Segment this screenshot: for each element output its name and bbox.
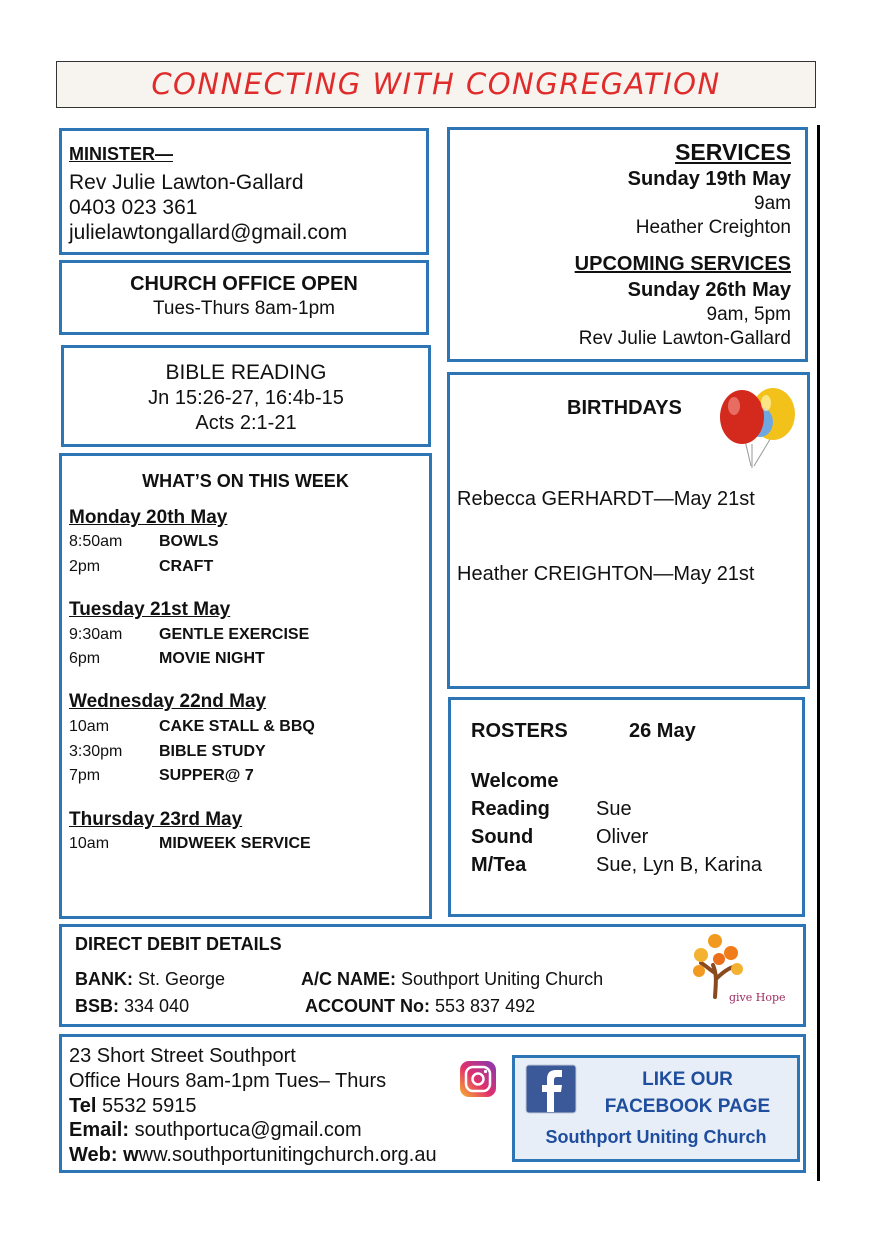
roster-person: Oliver (596, 826, 649, 848)
event-time: 7pm (69, 767, 101, 784)
event-row (69, 533, 122, 551)
contact-email-label: Email: (69, 1119, 130, 1141)
event-name: CAKE STALL & BBQ (159, 718, 315, 735)
service-leader: Heather Creighton (635, 217, 791, 238)
rosters-heading: ROSTERS (471, 720, 568, 742)
minister-email[interactable]: julielawtongallard@gmail.com (69, 221, 348, 244)
roster-role: Welcome (471, 770, 559, 792)
give-hope-tree-icon (689, 931, 749, 999)
instagram-icon[interactable] (459, 1060, 497, 1098)
services-heading: SERVICES (675, 139, 791, 165)
minister-heading: MINISTER— (69, 144, 174, 164)
debit-bank (75, 969, 225, 990)
event-time: 2pm (69, 558, 101, 575)
roster-role: M/Tea (471, 854, 527, 876)
event-time: 8:50am (69, 533, 123, 550)
birthday-item: Heather CREIGHTON—May 21st (457, 563, 755, 585)
debit-bank-value: St. George (138, 969, 226, 989)
upcoming-service-time: 9am, 5pm (706, 304, 791, 325)
contact-web-w: w (123, 1144, 139, 1166)
contact-web-value: ww.southportunitingchurch.org.au (138, 1144, 437, 1166)
event-time: 6pm (69, 650, 101, 667)
upcoming-service-leader: Rev Julie Lawton-Gallard (578, 328, 791, 349)
vertical-divider (817, 125, 820, 1181)
minister-name: Rev Julie Lawton-Gallard (69, 171, 304, 194)
office-hours: Tues-Thurs 8am-1pm (153, 298, 335, 319)
debit-bank-label: BANK: (75, 969, 133, 989)
facebook-line-1: LIKE OUR (642, 1069, 733, 1090)
upcoming-service-date: Sunday 26th May (627, 279, 791, 301)
contact-tel (69, 1095, 197, 1118)
birthdays-box (447, 372, 810, 689)
roster-person: Sue (596, 798, 632, 820)
bible-line-2: Acts 2:1-21 (195, 412, 297, 434)
debit-account (305, 996, 535, 1017)
office-box (59, 260, 429, 335)
rosters-date: 26 May (629, 720, 696, 742)
debit-account-label: ACCOUNT No: (305, 996, 430, 1016)
event-time: 9:30am (69, 626, 123, 643)
give-hope-logo-text: give Hope (729, 991, 786, 1004)
debit-acname-label: A/C NAME: (301, 969, 396, 989)
page-title-bar (56, 61, 816, 108)
contact-email (69, 1119, 362, 1142)
event-time: 10am (69, 835, 110, 852)
contact-address: 23 Short Street Southport (69, 1045, 296, 1067)
event-name: MOVIE NIGHT (159, 650, 265, 667)
facebook-icon (525, 1064, 577, 1114)
event-name: SUPPER@ 7 (159, 767, 254, 784)
roster-person: Sue, Lyn B, Karina (596, 854, 763, 876)
debit-acname (301, 969, 603, 990)
birthday-item: Rebecca GERHARDT—May 21st (457, 488, 755, 510)
contact-web (69, 1144, 437, 1167)
services-box (447, 127, 808, 362)
day-monday: Monday 20th May (69, 507, 228, 528)
contact-box (59, 1034, 806, 1173)
contact-web-link[interactable] (123, 1144, 437, 1166)
event-name: CRAFT (159, 558, 214, 575)
day-thursday: Thursday 23rd May (69, 809, 243, 830)
page-title: CONNECTING WITH CONGREGATION (151, 67, 721, 101)
bible-heading: BIBLE READING (165, 361, 327, 384)
facebook-line-2: FACEBOOK PAGE (604, 1096, 771, 1117)
day-tuesday: Tuesday 21st May (69, 599, 231, 620)
roster-role: Sound (471, 826, 534, 848)
contact-hours: Office Hours 8am-1pm Tues– Thurs (69, 1070, 387, 1092)
event-name: BOWLS (159, 533, 219, 550)
roster-role: Reading (471, 798, 550, 820)
whats-on-heading: WHAT’S ON THIS WEEK (142, 471, 349, 491)
debit-heading: DIRECT DEBIT DETAILS (75, 934, 282, 954)
debit-bsb-value: 334 040 (124, 996, 190, 1016)
minister-box (59, 128, 429, 255)
balloons-icon (716, 386, 800, 470)
event-time: 3:30pm (69, 743, 123, 760)
event-name: GENTLE EXERCISE (159, 626, 310, 643)
bible-line-1: Jn 15:26-27, 16:4b-15 (148, 387, 344, 409)
day-wednesday: Wednesday 22nd May (69, 691, 267, 712)
debit-bsb (75, 996, 189, 1017)
contact-email-value[interactable]: southportuca@gmail.com (134, 1119, 362, 1141)
contact-tel-label: Tel (69, 1095, 97, 1117)
upcoming-services-heading: UPCOMING SERVICES (574, 253, 791, 275)
event-name: BIBLE STUDY (159, 743, 266, 760)
event-name: MIDWEEK SERVICE (159, 835, 311, 852)
debit-acname-value: Southport Uniting Church (401, 969, 604, 989)
service-date: Sunday 19th May (627, 168, 791, 190)
contact-tel-value[interactable]: 5532 5915 (101, 1095, 197, 1117)
debit-bsb-label: BSB: (75, 996, 119, 1016)
facebook-line-3: Southport Uniting Church (545, 1127, 767, 1147)
debit-account-value: 553 837 492 (435, 996, 536, 1016)
facebook-panel[interactable] (512, 1055, 800, 1162)
contact-web-label: Web: (69, 1144, 118, 1166)
whats-on-box (59, 453, 432, 919)
bible-reading-box (61, 345, 431, 447)
rosters-box (448, 697, 805, 917)
service-time: 9am (754, 193, 791, 214)
minister-phone: 0403 023 361 (69, 196, 198, 219)
event-time: 10am (69, 718, 110, 735)
direct-debit-box (59, 924, 806, 1027)
birthdays-heading: BIRTHDAYS (567, 397, 682, 419)
office-heading: CHURCH OFFICE OPEN (130, 273, 358, 295)
